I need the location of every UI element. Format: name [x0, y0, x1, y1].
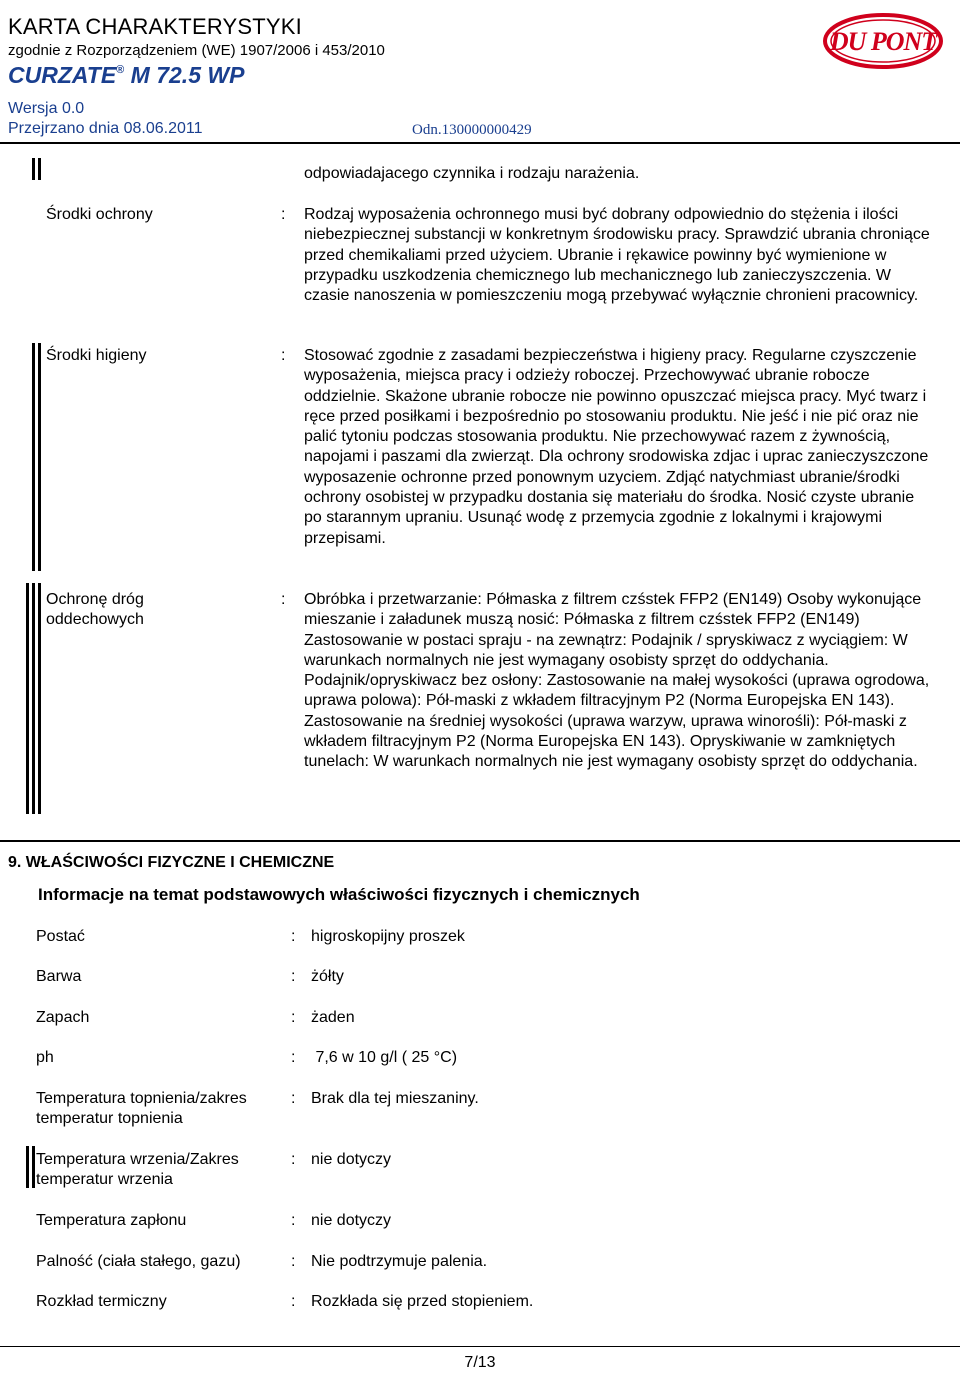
property-label: Palność (ciała stałego, gazu) [36, 1253, 241, 1270]
continuation-text: odpowiadajacego czynnika i rodzaju narażenia. [304, 165, 640, 182]
registered-mark: ® [116, 64, 125, 76]
change-bar [38, 158, 41, 180]
svg-text:DU PONT: DU PONT [829, 27, 937, 56]
property-colon: : [291, 1151, 296, 1168]
reference-number: Odn.130000000429 [412, 122, 532, 138]
item-colon: : [281, 591, 286, 608]
change-bar [38, 343, 41, 571]
footer-divider [0, 1346, 960, 1347]
property-value: żaden [311, 1009, 355, 1026]
page-number: 7/13 [464, 1354, 496, 1371]
header-divider [0, 142, 960, 144]
item-label-protective: Środki ochrony [46, 206, 153, 223]
property-colon: : [291, 968, 296, 985]
property-colon: : [291, 1090, 296, 1107]
section-subtitle: Informacje na temat podstawowych właściwości fizycznych i chemicznych [38, 885, 640, 904]
property-colon: : [291, 1212, 296, 1229]
dupont-logo [822, 12, 944, 70]
product-name [8, 62, 244, 89]
property-colon: : [291, 1253, 296, 1270]
property-label: Temperatura wrzenia/Zakres temperatur wrzenia [36, 1151, 239, 1188]
property-label: ph [36, 1049, 54, 1066]
product-name-suffix: M 72.5 WP [124, 62, 245, 88]
change-bar [32, 583, 35, 814]
property-value: Brak dla tej mieszaniny. [311, 1090, 479, 1107]
item-text-protective: Rodzaj wyposażenia ochronnego musi być dobrany odpowiednio do stężenia i ilości niebezpiecznej substancji w konkretnym środowisku pracy. Sprawdzić ubrania chroniące przed chemikaliami przed użyciem. Ubranie i rękawice powinny być wymienione w przypadku uszkodzenia chemicznego lub mechanicznego lub zanieczyszczenia. W czasie nanoszenia w pomieszczeniu mogą przebywać wyłącznie chronieni pracownicy. [304, 206, 930, 305]
item-label-hygiene: Środki higieny [46, 347, 147, 364]
property-label: Postać [36, 928, 85, 945]
change-bar [32, 158, 35, 180]
change-bar [26, 1146, 29, 1188]
property-value: Nie podtrzymuje palenia. [311, 1253, 488, 1270]
section-title: 9. WŁAŚCIWOŚCI FIZYCZNE I CHEMICZNE [8, 854, 335, 871]
item-label-respiratory: Ochronę dróg oddechowych [46, 591, 144, 628]
change-bar [32, 343, 35, 571]
regulation-subtitle: zgodnie z Rozporządzeniem (WE) 1907/2006 i 453/2010 [8, 42, 385, 59]
property-label: Rozkład termiczny [36, 1293, 167, 1310]
property-value: nie dotyczy [311, 1212, 392, 1229]
property-label: Zapach [36, 1009, 90, 1026]
property-value: żółty [311, 968, 344, 985]
property-colon: : [291, 1049, 296, 1066]
version-label: Wersja 0.0 [8, 100, 85, 117]
property-value: Rozkłada się przed stopieniem. [311, 1293, 534, 1310]
property-value: 7,6 w 10 g/l ( 25 °C) [311, 1049, 458, 1066]
item-colon: : [281, 206, 286, 223]
property-colon: : [291, 928, 296, 945]
revision-date: Przejrzano dnia 08.06.2011 [8, 120, 203, 137]
item-text-respiratory: Obróbka i przetwarzanie: Półmaska z filtrem czśstek FFP2 (EN149) Osoby wykonujące mieszanie i załadunek muszą nosić: Półmaska z filtrem czśstek FFP2 (EN149) Zastosowanie w postaci spraju - na zewnątrz: Podajnik / spryskiwacz z wyciągiem: W warunkach normalnych nie jest wymagany osobisty sprzęt do oddychania. Podajnik/opryskiwacz bez osłony: Zastosowanie na małej wysokości (uprawa ogrodowa, uprawa polowa): Pół-maski z wkładem filtracyjnym P2 (Norma Europejska EN 143). Zastosowanie na średniej wysokości (uprawa warzyw, uprawa winorośli): Pół-maski z wkładem filtracyjnym P2 (Norma Europejska EN 143). Opryskiwanie w zamkniętych tunelach: W warunkach normalnych nie jest wymagany osobisty sprzęt do oddychania. [304, 591, 930, 771]
property-value: higroskopijny proszek [311, 928, 465, 945]
item-text-hygiene: Stosować zgodnie z zasadami bezpieczeństwa i higieny pracy. Regularne czyszczenie wyposażenia, miejsca pracy i odzieży roboczej. Przechowywać ubranie robocze oddzielnie. Skażone ubranie robocze nie powinno opuszczać miejsca pracy. Myć twarz i ręce przed posiłkami i bezpośrednio po stosowaniu produktu. Nie jeść i nie pić oraz nie palić tytoniu podczas stosowania produktu. Nie przechowywać razem z żywnością, napojami i paszami dla zwierząt. Dla ochrony srodowiska zdjac i uprac zanieczyszczone wyposazenie ochronne przed ponownym uzyciem. Zdjąć natychmiast ubranie/środki ochrony osobistej w przypadku dostania się materiału do środka. Nosić czyste ubranie po starannym upraniu. Usunąć wodę z przemycia zgodnie z lokalnymi i krajowymi przepisami. [304, 347, 929, 547]
item-colon: : [281, 347, 286, 364]
property-colon: : [291, 1293, 296, 1310]
property-value: nie dotyczy [311, 1151, 392, 1168]
document-title: KARTA CHARAKTERYSTYKI [8, 14, 302, 39]
property-colon: : [291, 1009, 296, 1026]
product-name-main: CURZATE [8, 62, 117, 88]
change-bar [38, 583, 41, 814]
section-divider [0, 840, 960, 842]
change-bar [32, 1146, 35, 1188]
property-label: Temperatura zapłonu [36, 1212, 187, 1229]
change-bar [26, 583, 29, 814]
property-label: Temperatura topnienia/zakres temperatur topnienia [36, 1090, 247, 1127]
property-label: Barwa [36, 968, 82, 985]
